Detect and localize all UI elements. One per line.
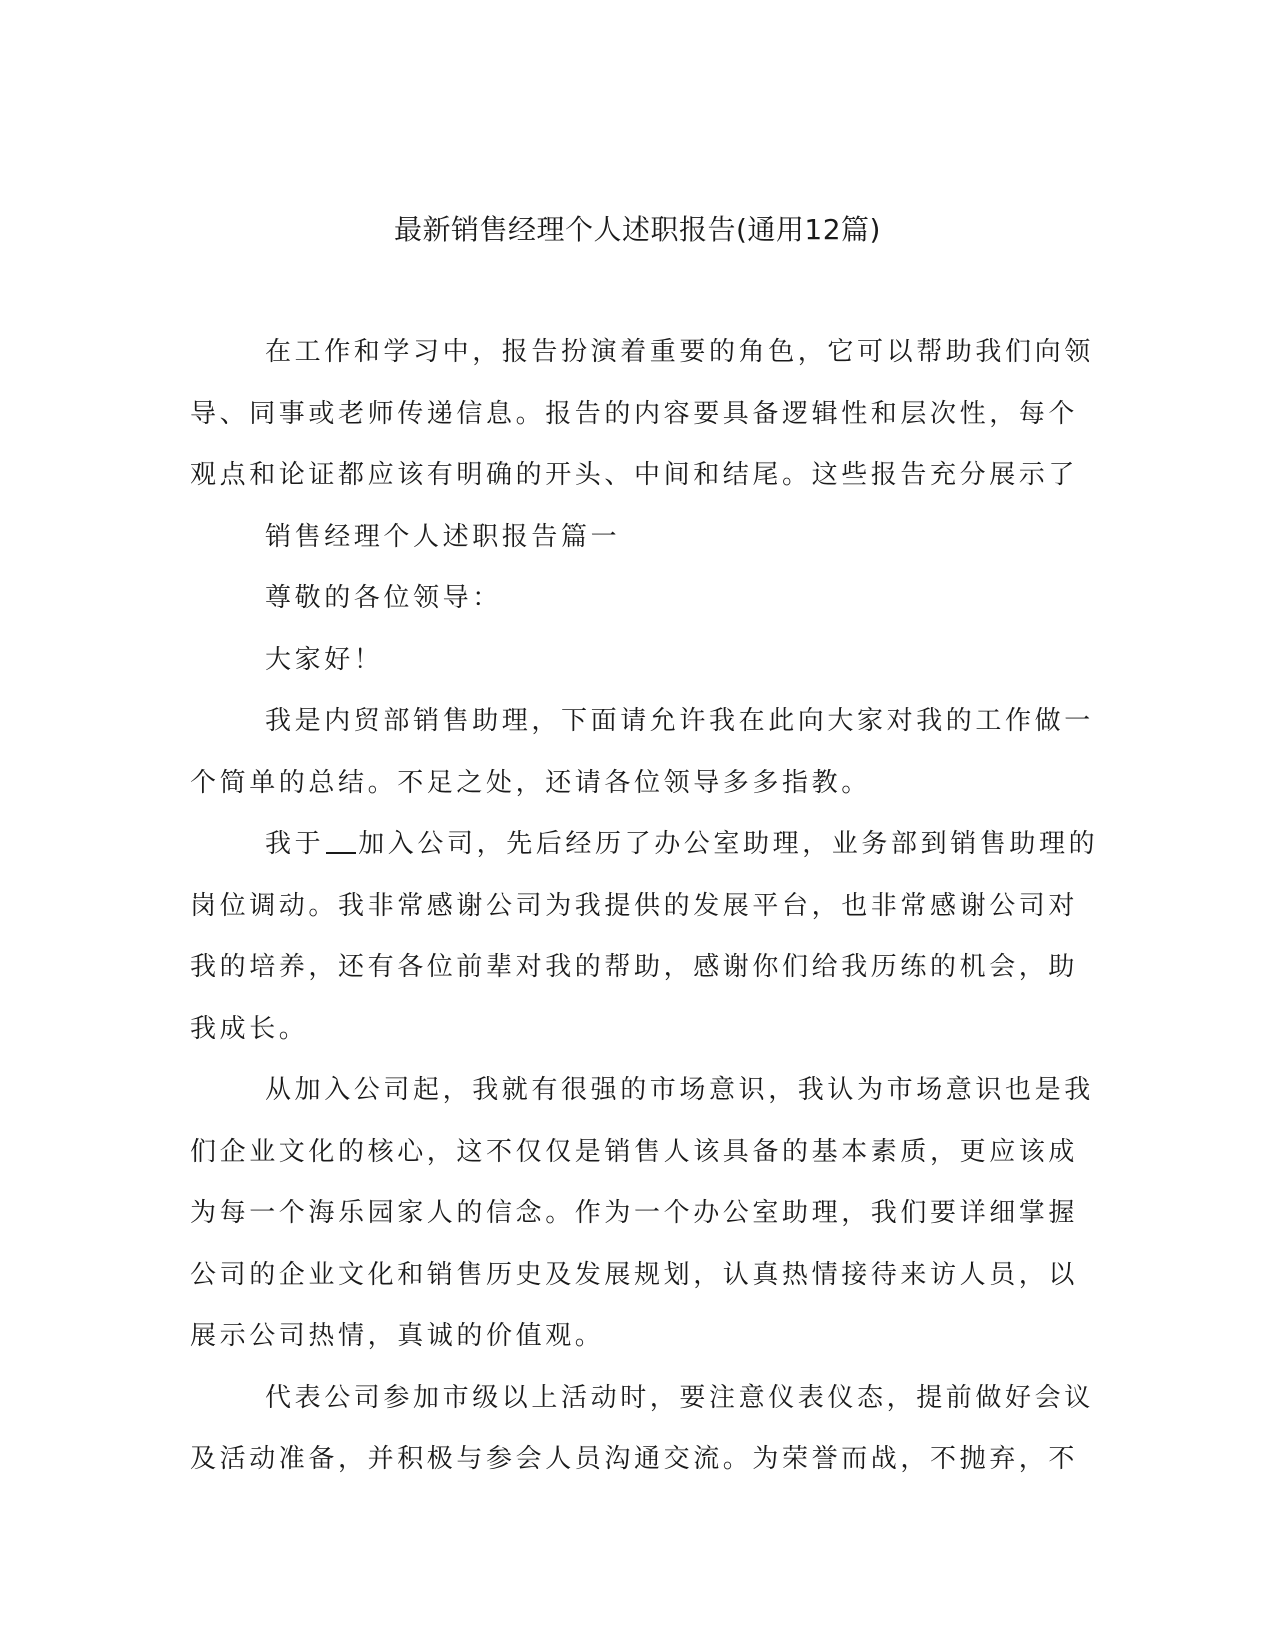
text-fragment: 我于 xyxy=(265,829,325,859)
text-line: 们企业文化的核心，这不仅仅是销售人该具备的基本素质，更应该成 xyxy=(190,1136,1079,1167)
text-line: 岗位调动。我非常感谢公司为我提供的发展平台，也非常感谢公司对 xyxy=(190,890,1079,921)
salutation xyxy=(190,568,1080,630)
text-line: 个简单的总结。不足之处，还请各位领导多多指教。 xyxy=(190,767,871,798)
document-title: 最新销售经理个人述职报告(通用12篇) xyxy=(394,213,881,246)
paragraph-market-awareness xyxy=(190,1060,1094,1368)
text-fragment: 加入公司，先后经历了办公室助理，业务部到销售助理的 xyxy=(358,829,1099,859)
text-line xyxy=(190,814,1099,876)
text-line: 我成长。 xyxy=(190,1013,309,1044)
text-line: 从加入公司起，我就有很强的市场意识，我认为市场意识也是我 xyxy=(265,1075,1094,1105)
document-body xyxy=(190,322,1099,1491)
text-line: 代表公司参加市级以上活动时，要注意仪表仪态，提前做好会议 xyxy=(265,1382,1094,1413)
text-line: 及活动准备，并积极与参会人员沟通交流。为荣誉而战，不抛弃，不 xyxy=(190,1444,1079,1474)
section-heading xyxy=(190,507,1080,569)
text-line: 为每一个海乐园家人的信念。作为一个办公室助理，我们要详细掌握 xyxy=(190,1198,1079,1228)
text-line: 尊敬的各位领导： xyxy=(265,583,502,613)
text-line: 大家好！ xyxy=(265,644,384,675)
paragraph-self-introduction xyxy=(190,691,1094,814)
text-line: 导、同事或老师传递信息。报告的内容要具备逻辑性和层次性，每个 xyxy=(190,398,1079,429)
text-line: 公司的企业文化和销售历史及发展规划，认真热情接待来访人员，以 xyxy=(190,1259,1079,1290)
greeting xyxy=(190,630,1080,692)
text-line: 销售经理个人述职报告篇一 xyxy=(265,521,621,552)
text-line: 在工作和学习中，报告扮演着重要的角色，它可以帮助我们向领 xyxy=(265,337,1094,367)
text-line: 我是内贸部销售助理，下面请允许我在此向大家对我的工作做一 xyxy=(265,706,1094,736)
paragraph-representing-company xyxy=(190,1368,1094,1491)
text-line: 我的培养，还有各位前辈对我的帮助，感谢你们给我历练的机会，助 xyxy=(190,952,1079,982)
paragraph-intro xyxy=(190,322,1094,507)
fill-in-blank xyxy=(326,828,356,854)
text-line: 展示公司热情，真诚的价值观。 xyxy=(190,1321,605,1351)
text-line: 观点和论证都应该有明确的开头、中间和结尾。这些报告充分展示了 xyxy=(190,460,1079,490)
paragraph-career-history xyxy=(190,814,1099,1060)
